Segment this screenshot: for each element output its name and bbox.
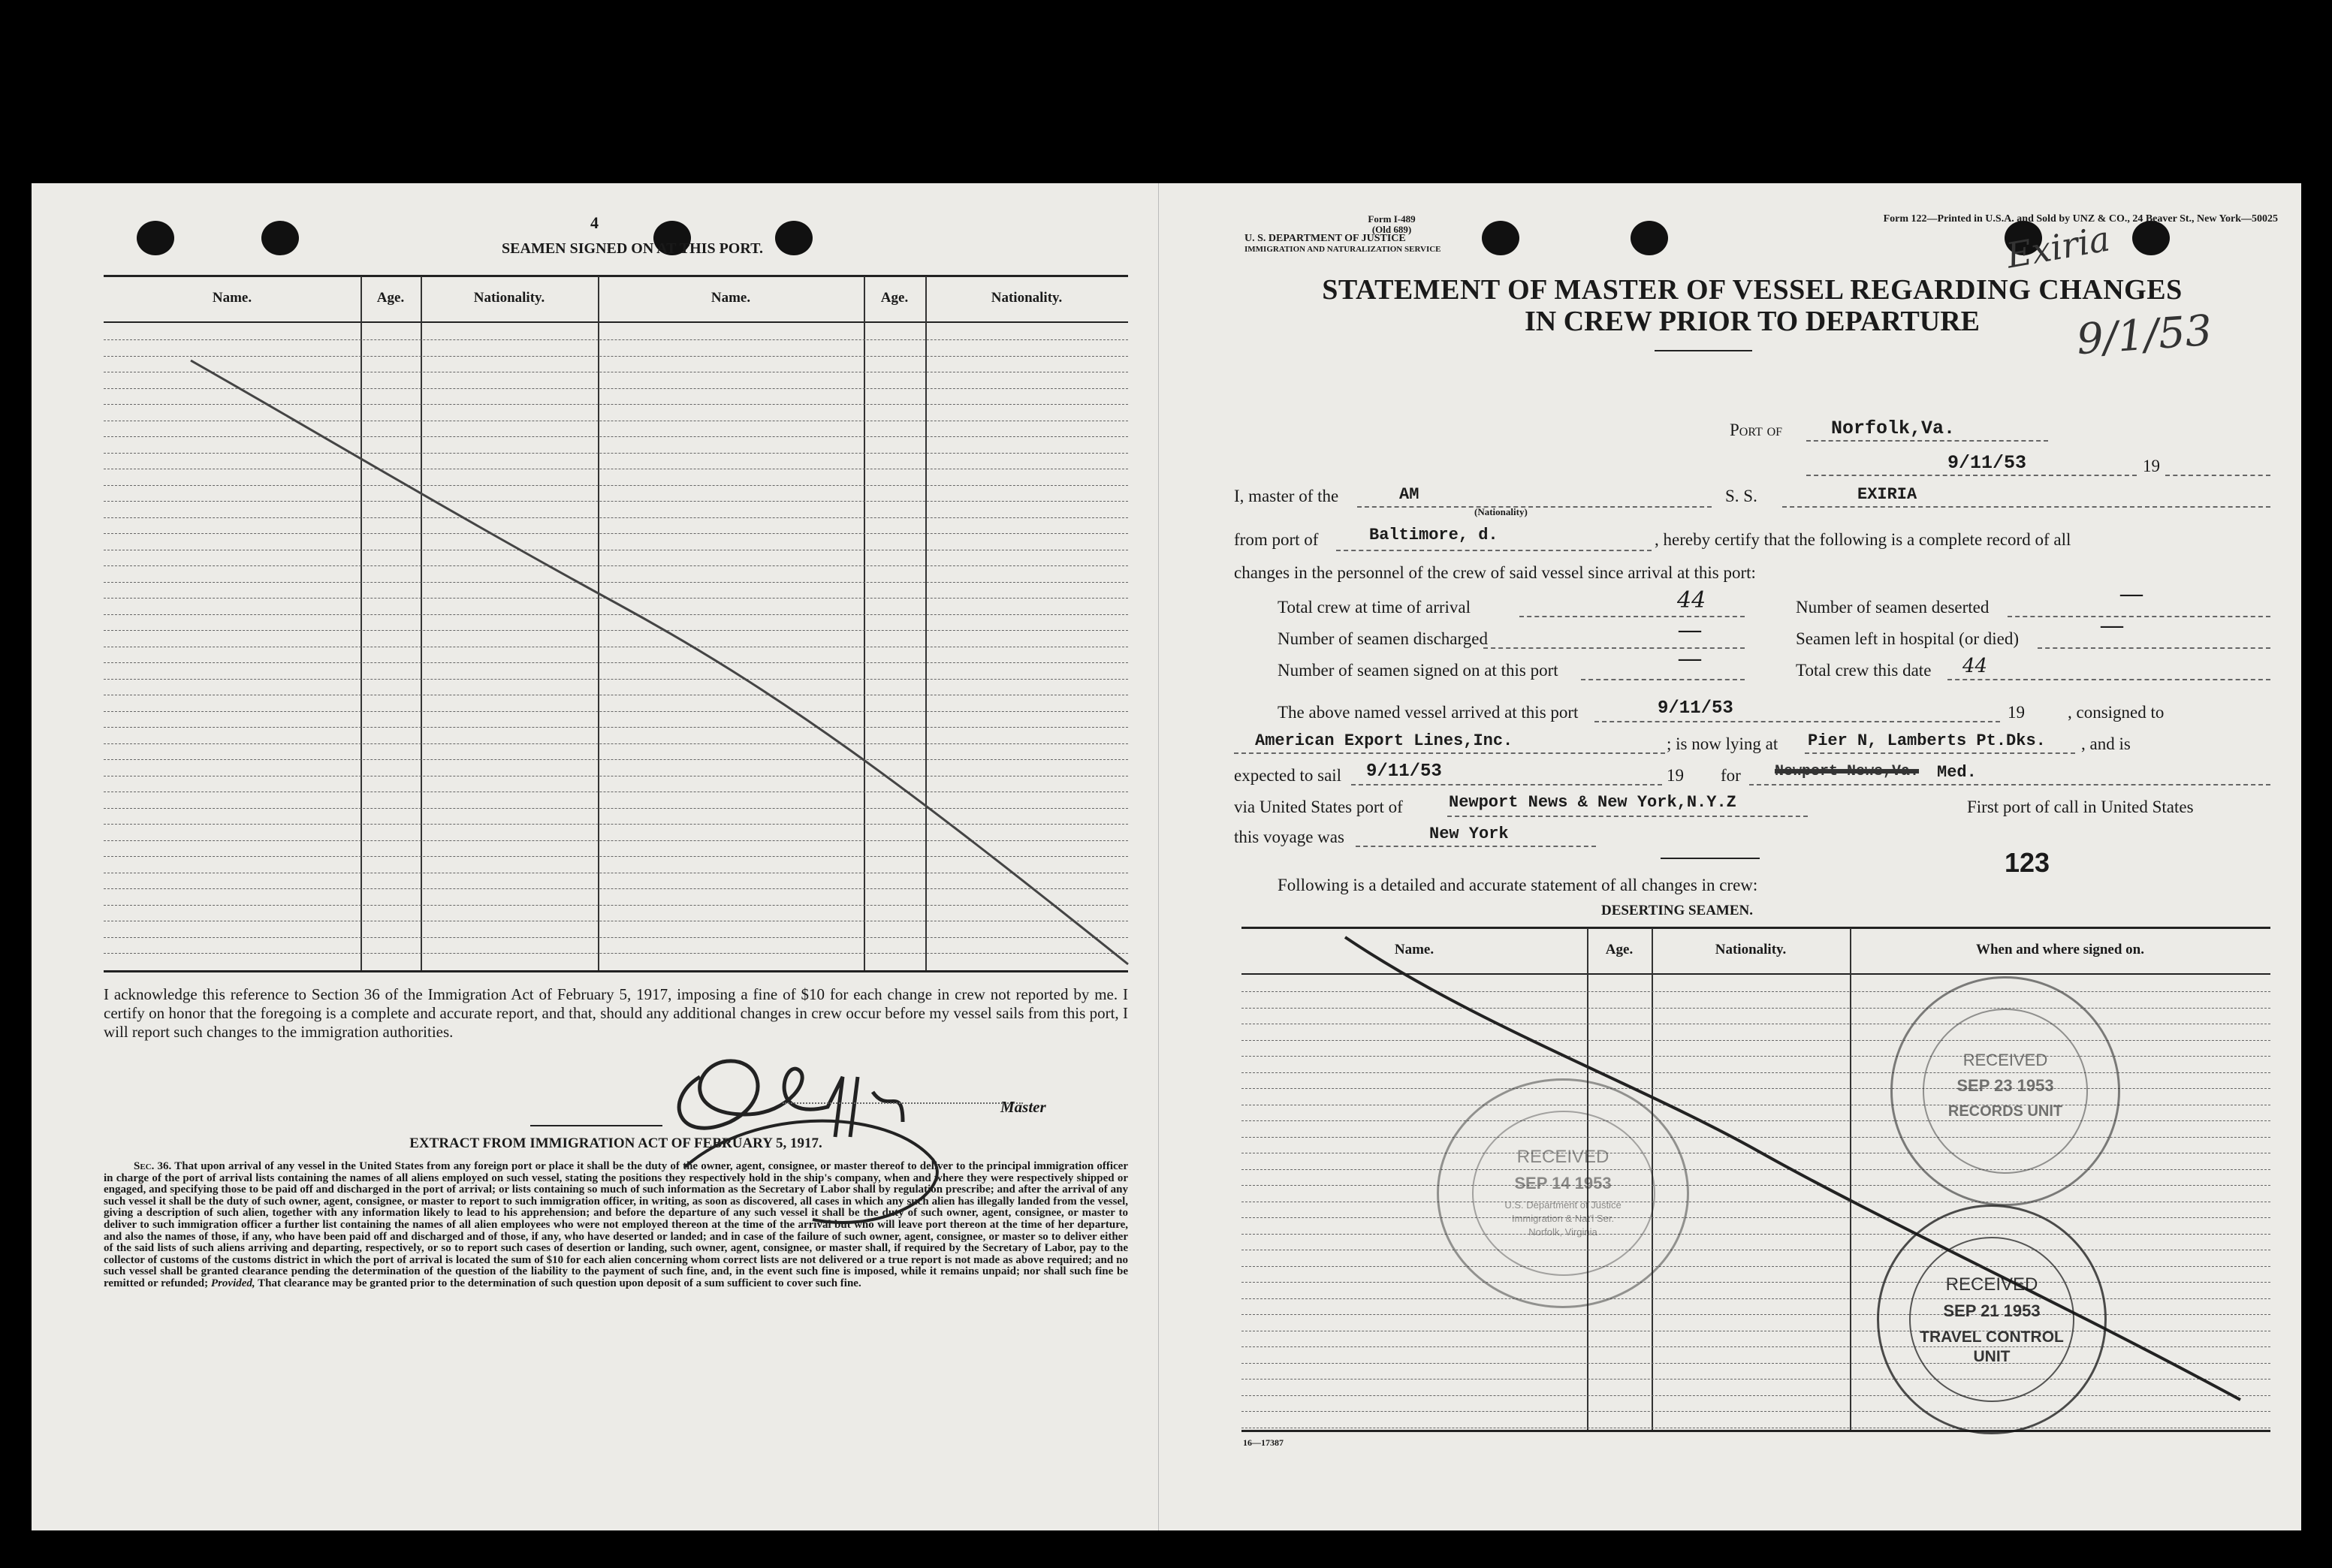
col-age: Age. [376, 290, 405, 306]
printer-line: Form 122—Printed in U.S.A. and Sold by UNZ & CO., 24 Beaver St., New York—50025 [1883, 213, 2278, 225]
received-stamp-records [1890, 976, 2120, 1206]
nationality-value: AM [1399, 485, 1419, 504]
discharged-value: — [1679, 617, 1701, 642]
stamped-number: 123 [2005, 847, 2050, 878]
for-value: Med. [1937, 763, 1977, 782]
stamp-line: Norfolk, Virginia [1528, 1226, 1597, 1238]
left-page [32, 183, 1158, 1530]
col-age-2: Age. [880, 290, 909, 306]
year-label: 19 [2143, 457, 2160, 475]
signed-on-value: — [1679, 646, 1701, 671]
form-title-line1: STATEMENT OF MASTER OF VESSEL REGARDING CHANGES [1322, 274, 2183, 306]
hospital-value: — [2101, 613, 2123, 638]
stamp-line: RECEIVED [1516, 1147, 1609, 1167]
for-struck-value: Newport News,Va. [1775, 763, 1920, 780]
col-nationality: Nationality. [473, 290, 545, 306]
arrived-year-label: 19 [2008, 703, 2025, 722]
stamp-line: U.S. Department of Justice [1504, 1199, 1622, 1211]
consigned-label: , consigned to [2068, 703, 2165, 722]
nationality-note: (Nationality) [1474, 506, 1528, 517]
col-nationality-2: Nationality. [991, 290, 1063, 306]
received-stamp-norfolk [1437, 1078, 1689, 1308]
stamp-date: SEP 21 1953 [1943, 1301, 2041, 1320]
total-crew-date-value: 44 [1962, 655, 1988, 677]
ship-name-value: EXIRIA [1857, 485, 1917, 504]
sail-label: expected to sail [1234, 766, 1342, 785]
first-port-label: First port of call in United States [1967, 798, 2194, 816]
stamp-date: SEP 23 1953 [1956, 1076, 2054, 1095]
sec-label: Sec. 36. [134, 1160, 172, 1172]
ss-label: S. S. [1725, 487, 1757, 505]
certify-text: , hereby certify that the following is a complete record of all [1655, 530, 2071, 549]
sec-provided: Provided, [210, 1277, 255, 1289]
sail-year-label: 19 [1667, 766, 1684, 785]
deserting-title: DESERTING SEAMEN. [1600, 903, 1754, 918]
service-label: IMMIGRATION AND NATURALIZATION SERVICE [1244, 245, 1441, 254]
arrived-value: 9/11/53 [1658, 698, 1733, 719]
form-title-line2: IN CREW PRIOR TO DEPARTURE [1524, 306, 1981, 337]
date-value: 9/11/53 [1947, 452, 2027, 474]
sec-tail: That clearance may be granted prior to the determination of such question upon deposit of a sum sufficient to cover such fine. [258, 1277, 861, 1289]
col-name: Name. [212, 290, 252, 306]
following-label: Following is a detailed and accurate statement of all changes in crew: [1278, 876, 1758, 894]
port-of-label: Port of [1730, 421, 1783, 439]
via-value: Newport News & New York,N.Y.Z [1449, 793, 1736, 812]
changes-text: changes in the personnel of the crew of said vessel since arrival at this port: [1234, 563, 1756, 582]
sec-body: That upon arrival of any vessel in the United States from any foreign port or place it shall be the duty of the owner, agent, consignee, or master thereof to deliver to the principal immigration officer in charge of the port of arrival lists containing the names of all aliens employed on such vessel, stating the positions they respectively hold in the ship's company, when and where they were respectively shipped or engaged, and specifying those to be paid off and discharged in the port of arrival; or lists containing so much of such information as the Secretary of Labor shall by regulation prescribe; and after the arrival of any such vessel it shall be the duty of such owner, agent, consignee, or master to report to such immigration officer, in writing, as soon as discovered, all cases in which any such alien has illegally landed from the vessel, giving a description of such alien, together with any information likely to lead to his apprehension; and before the departure of any such vessel it shall be the duty of such owner, agent, consignee, or master to deliver to such immigration officer a further list containing the names of all alien employees who were not employed thereon at the time of the arrival but who will leave port thereon at the time of her departure, and also the names of those, if any, who have been paid off and discharged and of those, if any, who have deserted or landed; and in case of the failure of such owner, agent, consignee, or master so to deliver either of the said lists of such aliens arriving and departing, respectively, or so to report such cases of desertion or landing, such owner, agent, consignee, or master shall, if required by the Secretary of Labor, pay to the collector of customs of the customs district in which the port of arrival is located the sum of $10 for each alien concerning whom correct lists are not delivered or a true report is not made as above required; and no such vessel shall be granted clearance pending the determination of the question of the liability to the payment of such fine, and, in the event such fine is imposed, while it remains unpaid; nor shall such fine be remitted or refunded; [104, 1160, 1128, 1289]
total-crew-date-label: Total crew this date [1796, 661, 1932, 680]
discharged-label: Number of seamen discharged [1278, 629, 1488, 648]
col-name-2: Name. [710, 290, 751, 306]
lying-at-label: ; is now lying at [1667, 734, 1778, 753]
deserted-label: Number of seamen deserted [1796, 598, 1990, 617]
port-of-value: Norfolk,Va. [1831, 418, 1956, 439]
diagonal-strike-line [1159, 183, 2301, 1530]
via-label: via United States port of [1234, 798, 1403, 816]
right-page [1158, 183, 2301, 1530]
diagonal-strike-line [32, 183, 1158, 1530]
handwritten-ship-name: Exiria [2003, 218, 2113, 276]
section-title: SEAMEN SIGNED ON AT THIS PORT. [502, 240, 763, 257]
received-stamp-travel-control [1877, 1205, 2107, 1434]
stamp-line: UNIT [1973, 1348, 2011, 1365]
handwritten-date: 9/1/53 [2074, 306, 2214, 365]
signature-flourish [662, 1099, 993, 1250]
consignee-value: American Export Lines,Inc. [1255, 731, 1513, 750]
from-port-label: from port of [1234, 530, 1319, 549]
from-port-value: Baltimore, d. [1369, 526, 1498, 544]
stamp-line: RECORDS UNIT [1947, 1103, 2063, 1120]
and-is-label: , and is [2081, 734, 2131, 753]
col-age: Age. [1605, 942, 1634, 957]
hospital-label: Seamen left in hospital (or died) [1796, 629, 2020, 648]
master-label: Master [1000, 1098, 1046, 1116]
stamp-line: RECEIVED [1962, 1051, 2048, 1069]
lying-at-value: Pier N, Lamberts Pt.Dks. [1808, 731, 2046, 750]
voyage-label: this voyage was [1234, 828, 1344, 846]
acknowledgement-text: I acknowledge this reference to Section 36 of the Immigration Act of February 5, 1917, imposing a fine of $10 for each change in crew not reported by me. I certify on honor that the foregoing is a complete and accurate report, and that, should any additional changes in crew occur before my vessel sails from this port, I will report such changes to the immigration authorities. [104, 985, 1128, 1041]
col-name: Name. [1394, 942, 1434, 957]
for-label: for [1721, 766, 1741, 785]
sail-value: 9/11/53 [1366, 761, 1442, 782]
stamp-line: RECEIVED [1945, 1274, 2038, 1295]
col-when-where: When and where signed on. [1975, 942, 2144, 957]
stamp-date: SEP 14 1953 [1514, 1174, 1612, 1193]
stamp-line: TRAVEL CONTROL [1920, 1328, 2064, 1346]
arrived-label: The above named vessel arrived at this port [1278, 703, 1579, 722]
total-crew-arrival-label: Total crew at time of arrival [1278, 598, 1471, 617]
department-label: U. S. DEPARTMENT OF JUSTICE [1244, 233, 1406, 244]
stamp-line: Immigration & Nat'l Ser. [1511, 1213, 1615, 1224]
total-crew-arrival-value: 44 [1677, 587, 1706, 614]
extract-title: EXTRACT FROM IMMIGRATION ACT OF FEBRUARY 5, 1917. [409, 1135, 822, 1151]
page-number: 4 [590, 213, 599, 232]
form-old-number: (Old 689) [1371, 224, 1412, 235]
form-number: Form I-489 [1368, 213, 1416, 225]
col-nationality: Nationality. [1715, 942, 1787, 957]
signed-on-label: Number of seamen signed on at this port [1278, 661, 1558, 680]
voyage-value: New York [1429, 825, 1509, 843]
footer-code: 16—17387 [1243, 1437, 1284, 1448]
master-of-the-label: I, master of the [1234, 487, 1339, 505]
deserted-value: — [2120, 581, 2143, 606]
